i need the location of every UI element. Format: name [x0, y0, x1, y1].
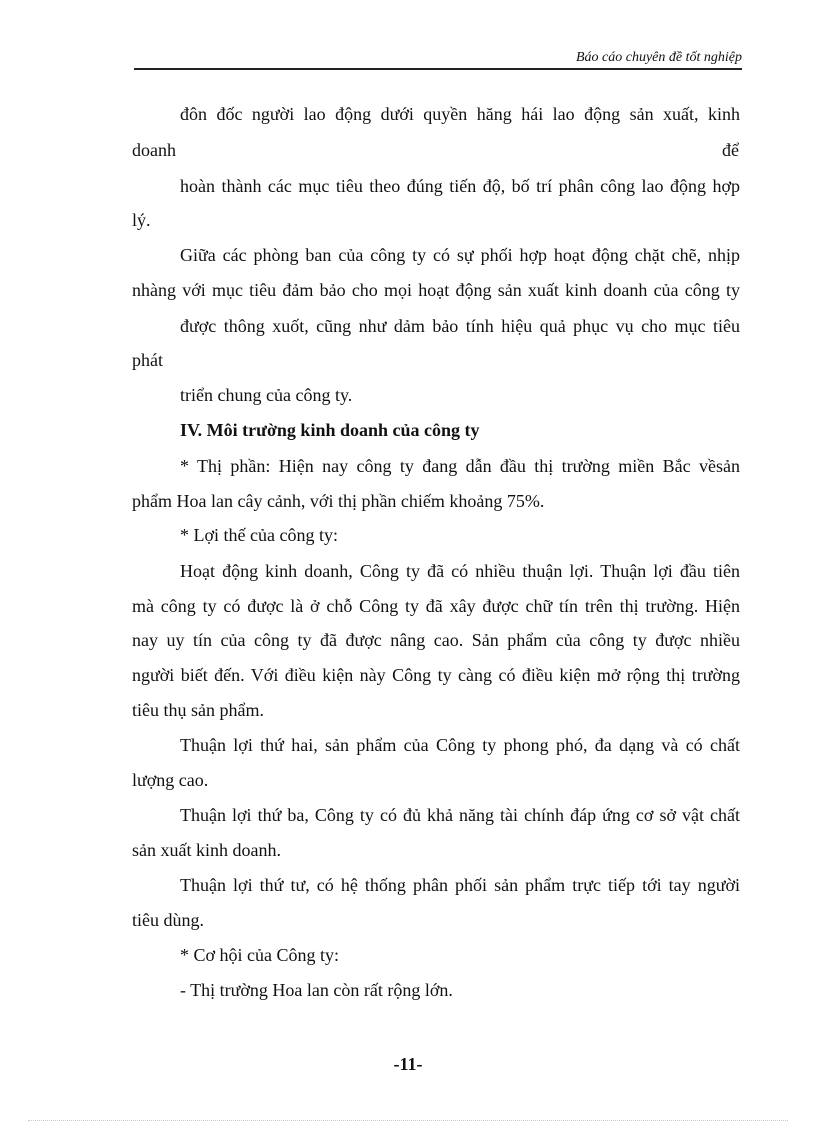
body-line: lượng cao. [132, 770, 209, 790]
body-line: * Cơ hội của Công ty: [180, 945, 340, 965]
body-line: * Thị phần: Hiện nay công ty đang dẫn đầu thị trường miền Bắc vềsản [180, 456, 740, 476]
body-line: nhàng với mục tiêu đảm bảo cho mọi hoạt động sản xuất kinh doanh của công ty [132, 280, 740, 300]
body-line: người biết đến. Với điều kiện này Công ty càng có điều kiện mở rộng thị trường [132, 665, 740, 685]
body-line: lý. [132, 210, 151, 230]
body-line: nay uy tín của công ty đã được nâng cao. Sản phẩm của công ty được nhiều [132, 630, 740, 650]
page-number: -11- [393, 1054, 423, 1074]
body-line: để [722, 140, 739, 160]
body-line: mà công ty có được là ở chỗ Công ty đã xây được chữ tín trên thị trường. Hiện [132, 596, 740, 616]
body-line: hoàn thành các mục tiêu theo đúng tiến độ, bố trí phân công lao động hợp [180, 176, 740, 196]
body-line: Thuận lợi thứ tư, có hệ thống phân phối sản phẩm trực tiếp tới tay người [180, 875, 740, 895]
page-header-title: Báo cáo chuyên đề tốt nghiệp [575, 50, 742, 65]
body-line: Hoạt động kinh doanh, Công ty đã có nhiều thuận lợi. Thuận lợi đầu tiên [180, 561, 740, 581]
body-line: Thuận lợi thứ ba, Công ty có đủ khả năng tài chính đáp ứng cơ sở vật chất [180, 805, 740, 825]
body-line: Thuận lợi thứ hai, sản phẩm của Công ty phong phó, đa dạng và có chất [180, 735, 740, 755]
body-line: doanh [132, 140, 176, 160]
body-line: được thông xuốt, cũng như dảm bảo tính hiệu quả phục vụ cho mục tiêu [180, 316, 740, 336]
body-line: Giữa các phòng ban của công ty có sự phối hợp hoạt động chặt chẽ, nhịp [180, 245, 740, 265]
body-line: phẩm Hoa lan cây cảnh, với thị phần chiếm khoảng 75%. [132, 491, 545, 511]
body-line: phát [132, 350, 163, 370]
body-line: tiêu dùng. [132, 910, 204, 930]
body-line: tiêu thụ sản phẩm. [132, 700, 264, 720]
body-line: - Thị trường Hoa lan còn rất rộng lớn. [180, 980, 453, 1000]
body-line: triển chung của công ty. [180, 385, 353, 405]
header-rule [134, 68, 742, 70]
page-bottom-divider [28, 1120, 788, 1121]
section-heading: IV. Môi trường kinh doanh của công ty [180, 420, 480, 440]
body-line: sản xuất kinh doanh. [132, 840, 281, 860]
body-line: đôn đốc người lao động dưới quyền hăng hái lao động sản xuất, kinh [180, 104, 740, 124]
body-line: * Lợi thế của công ty: [180, 525, 338, 545]
